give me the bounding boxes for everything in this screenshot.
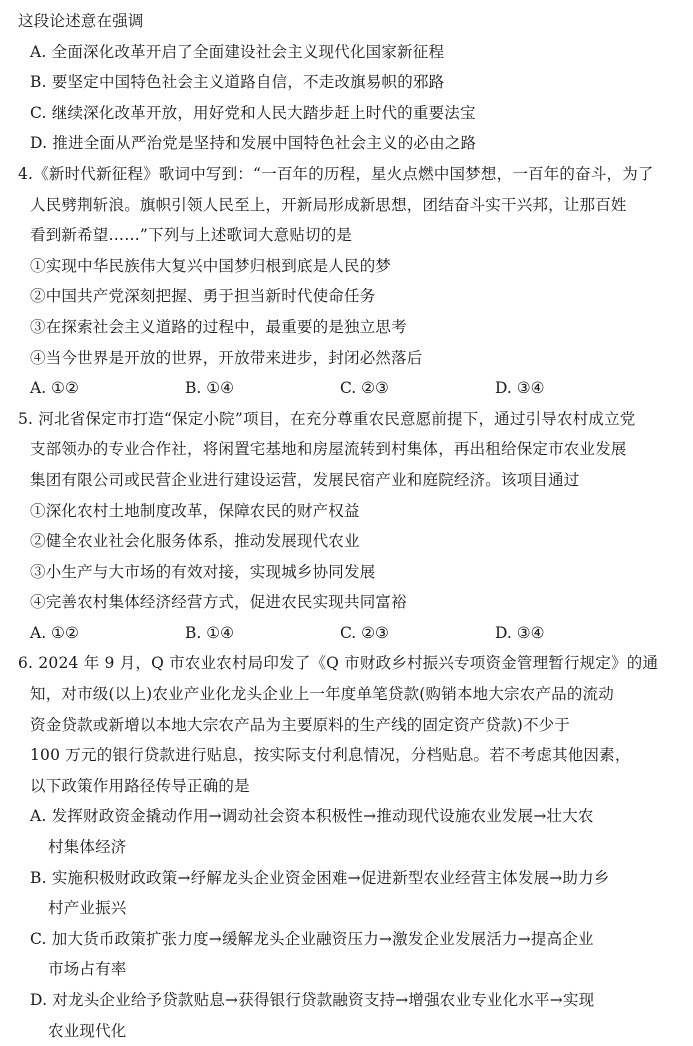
q6-stem-line: 以下政策作用路径传导正确的是: [30, 776, 250, 795]
q5-stem-line: 支部领办的专业合作社，将闲置宅基地和房屋流转到村集体，再出租给保定市农业发展: [30, 440, 627, 459]
q6-option-b-cont: 村产业振兴: [48, 899, 127, 918]
q4-statement-1: ①实现中华民族伟大复兴中国梦归根到底是人民的梦: [30, 256, 392, 275]
q6-option-a: A. 发挥财政资金撬动作用→调动社会资本积极性→推动现代设施农业发展→壮大农: [30, 807, 594, 826]
q3-option-b: B. 要坚定中国特色社会主义道路自信，不走改旗易帜的邪路: [30, 73, 445, 92]
q5-choice-d: D. ③④: [495, 623, 545, 642]
q6-option-b: B. 实施积极财政政策→纾解龙头企业资金困难→促进新型农业经营主体发展→助力乡: [30, 868, 610, 887]
q6-stem-line: 6. 2024 年 9 月，Q 市农业农村局印发了《Q 市财政乡村振兴专项资金管理暂行规定》的通: [18, 654, 659, 673]
q4-choice-c: C. ②③: [340, 379, 389, 398]
q4-stem-line: 人民劈荆斩浪。旗帜引领人民至上，开新局形成新思想，团结奋斗实干兴邦，让那百姓: [30, 195, 627, 214]
q5-choice-a: A. ①②: [30, 623, 79, 642]
q4-stem-line: 4.《新时代新征程》歌词中写到：“一百年的历程，星火点燃中国梦想，一百年的奋斗，为了: [18, 164, 654, 183]
q4-choice-b: B. ①④: [185, 379, 235, 398]
q3-stem: 这段论述意在强调: [18, 12, 144, 30]
q5-statement-2: ②健全农业社会化服务体系，推动发展现代农业: [30, 532, 360, 551]
q4-stem-line: 看到新希望……”下列与上述歌词大意贴切的是: [30, 226, 353, 245]
q4-statement-3: ③在探索社会主义道路的过程中，最重要的是独立思考: [30, 317, 407, 336]
q5-statement-1: ①深化农村土地制度改革，保障农民的财产权益: [30, 501, 360, 520]
q6-option-d-cont: 农业现代化: [48, 1021, 127, 1040]
q4-choice-d: D. ③④: [495, 379, 545, 398]
q4-statement-2: ②中国共产党深刻把握、勇于担当新时代使命任务: [30, 287, 376, 306]
q5-statement-4: ④完善农村集体经济经营方式，促进农民实现共同富裕: [30, 593, 407, 612]
q5-statement-3: ③小生产与大市场的有效对接，实现城乡协同发展: [30, 562, 376, 581]
q4-choice-a: A. ①②: [30, 379, 79, 398]
q6-stem-line: 知，对市级(以上)农业产业化龙头企业上一年度单笔贷款(购销本地大宗农产品的流动: [30, 685, 614, 704]
q4-choices: [18, 373, 675, 404]
q6-stem-line: 资金贷款或新增以本地大宗农产品为主要原料的生产线的固定资产贷款)不少于: [30, 715, 571, 734]
q5-choice-b: B. ①④: [185, 623, 235, 642]
q6-option-c-cont: 市场占有率: [48, 960, 127, 979]
q5-choices: [18, 618, 675, 649]
q6-option-a-cont: 村集体经济: [48, 838, 127, 857]
q6-option-c: C. 加大货币政策扩张力度→缓解龙头企业融资压力→激发企业发展活力→提高企业: [30, 929, 594, 948]
q3-option-a: A. 全面深化改革开启了全面建设社会主义现代化国家新征程: [30, 42, 445, 61]
q3-option-d: D. 推进全面从严治党是坚持和发展中国特色社会主义的必由之路: [30, 134, 477, 153]
q3-option-c: C. 继续深化改革开放，用好党和人民大踏步赶上时代的重要法宝: [30, 103, 476, 122]
q4-statement-4: ④当今世界是开放的世界，开放带来进步，封闭必然落后: [30, 348, 423, 367]
q6-option-d: D. 对龙头企业给予贷款贴息→获得银行贷款融资支持→增强农业专业化水平→实现: [30, 991, 595, 1009]
q5-stem-line: 5. 河北省保定市打造“保定小院”项目，在充分尊重农民意愿前提下，通过引导农村成立党: [18, 409, 636, 428]
q5-stem-line: 集团有限公司或民营企业进行建设运营，发展民宿产业和庭院经济。该项目通过: [30, 470, 580, 489]
q5-choice-c: C. ②③: [340, 623, 389, 642]
q6-stem-line: 100 万元的银行贷款进行贴息，按实际支付利息情况，分档贴息。若不考虑其他因素，: [30, 746, 631, 765]
